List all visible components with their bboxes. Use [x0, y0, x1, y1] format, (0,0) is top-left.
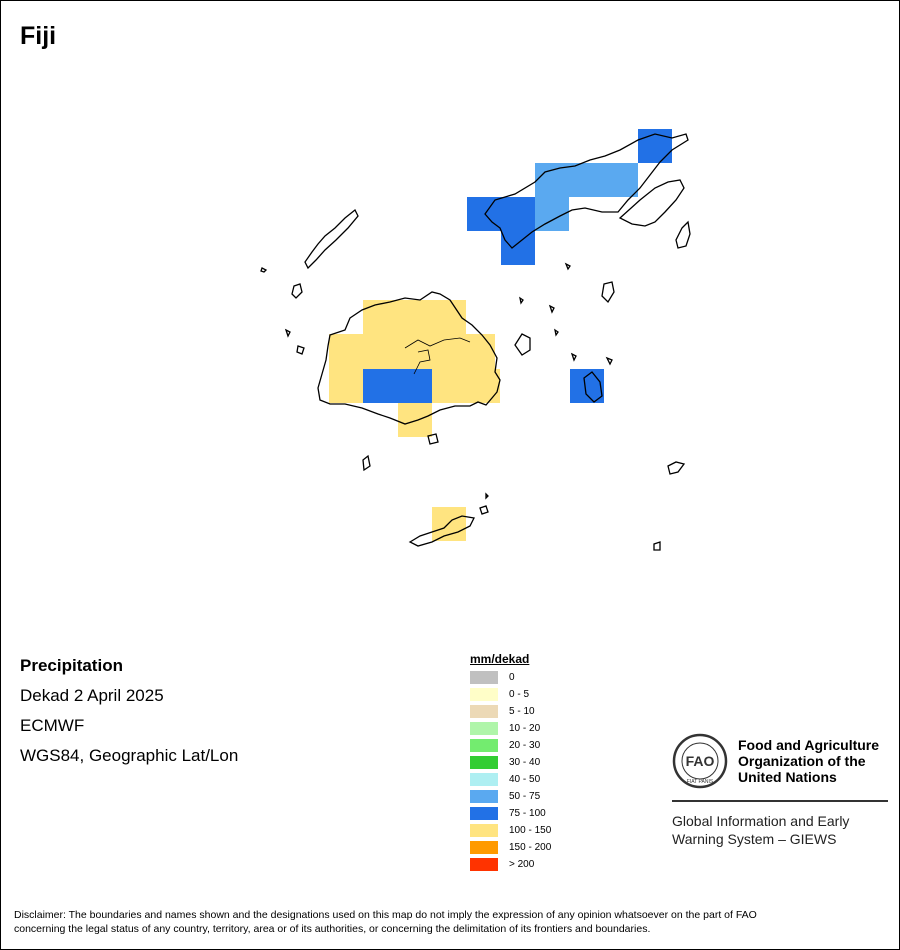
- islet-3: [607, 358, 612, 364]
- legend-item: [470, 805, 551, 822]
- legend-swatch: [470, 688, 498, 701]
- islet-kadavu-n: [486, 494, 488, 498]
- fao-emblem-icon: [672, 733, 728, 789]
- island-ovalau: [515, 334, 530, 355]
- legend-item: [470, 720, 551, 737]
- legend-swatch: [470, 858, 498, 871]
- cell-100-150: [363, 300, 466, 334]
- legend-label: 5 - 10: [509, 706, 535, 717]
- islet-mamanuca: [292, 284, 302, 298]
- disclaimer: Disclaimer: The boundaries and names shown and the designations used on this map do not imply the expression of any opinion whatsoever on the part of FAO concerning the legal status of any country, territory, area or of its authorities, or concerning the delimitation of its frontiers and boundaries.: [14, 909, 757, 935]
- legend-label: 50 - 75: [509, 791, 541, 802]
- cell-100-150: [432, 369, 500, 403]
- islet-beqa: [428, 434, 438, 444]
- legend-swatch: [470, 790, 498, 803]
- cell-100-150: [432, 507, 466, 541]
- legend-label: 0 - 5: [509, 689, 530, 700]
- islet-1: [550, 306, 554, 312]
- legend-swatch: [470, 807, 498, 820]
- island-taveuni: [676, 222, 690, 248]
- cell-100-150: [398, 403, 432, 437]
- islet-nw: [286, 330, 290, 336]
- islet-5: [520, 298, 523, 303]
- giews-name: Global Information and Early Warning System – GIEWS: [672, 813, 850, 847]
- cell-75-100: [501, 231, 535, 265]
- legend-swatch: [470, 705, 498, 718]
- info-period: Dekad 2 April 2025: [20, 686, 164, 705]
- legend-item: [470, 839, 551, 856]
- legend-item: [470, 669, 551, 686]
- cell-75-100: [363, 369, 432, 403]
- legend-label: 30 - 40: [509, 757, 541, 768]
- fao-emblem-text: FAO: [685, 753, 715, 769]
- legend-swatch: [470, 671, 498, 684]
- cell-100-150: [329, 369, 363, 403]
- legend-swatch: [470, 739, 498, 752]
- legend-title: mm/dekad: [470, 652, 530, 666]
- legend-swatch: [470, 722, 498, 735]
- legend-item: [470, 771, 551, 788]
- info-heading: Precipitation: [20, 656, 123, 675]
- cell-75-100: [467, 197, 535, 231]
- yasawa-islands: [305, 210, 358, 268]
- island-koro: [602, 282, 614, 302]
- fao-name: Food and Agriculture Organization of the United Nations: [738, 737, 880, 785]
- legend-label: 20 - 30: [509, 740, 541, 751]
- fao-logo-block: [672, 730, 888, 848]
- legend-label: > 200: [509, 859, 535, 870]
- legend-item: [470, 856, 551, 873]
- legend-swatch: [470, 824, 498, 837]
- map-title: Fiji: [20, 22, 57, 50]
- cell-50-75: [535, 163, 638, 197]
- legend-item: [470, 754, 551, 771]
- legend-label: 10 - 20: [509, 723, 541, 734]
- legend-swatch: [470, 756, 498, 769]
- legend-swatch: [470, 773, 498, 786]
- legend-label: 100 - 150: [509, 825, 552, 836]
- legend-item: [470, 737, 551, 754]
- legend: [470, 652, 551, 873]
- islet-2: [572, 354, 576, 360]
- legend-label: 0: [509, 672, 515, 683]
- legend-swatch: [470, 841, 498, 854]
- islet-w2: [297, 346, 304, 354]
- legend-item: [470, 822, 551, 839]
- legend-label: 75 - 100: [509, 808, 546, 819]
- cell-100-150: [329, 334, 495, 369]
- legend-label: 40 - 50: [509, 774, 541, 785]
- islet-4: [555, 330, 558, 335]
- islet-kadavu-ne: [480, 506, 488, 514]
- info-projection: WGS84, Geographic Lat/Lon: [20, 746, 239, 765]
- islet-west: [261, 268, 266, 272]
- legend-item: [470, 686, 551, 703]
- fao-emblem-ring: FIAT PANIS: [686, 779, 714, 785]
- info-source: ECMWF: [20, 716, 85, 735]
- island-moala: [668, 462, 684, 474]
- islet-se: [654, 542, 660, 550]
- legend-item: [470, 703, 551, 720]
- legend-item: [470, 788, 551, 805]
- fao-divider: [672, 800, 888, 802]
- islet-6: [566, 264, 570, 269]
- map-info: [20, 656, 238, 776]
- islet-south: [363, 456, 370, 470]
- legend-label: 150 - 200: [509, 842, 552, 853]
- precip-grid: [329, 129, 672, 541]
